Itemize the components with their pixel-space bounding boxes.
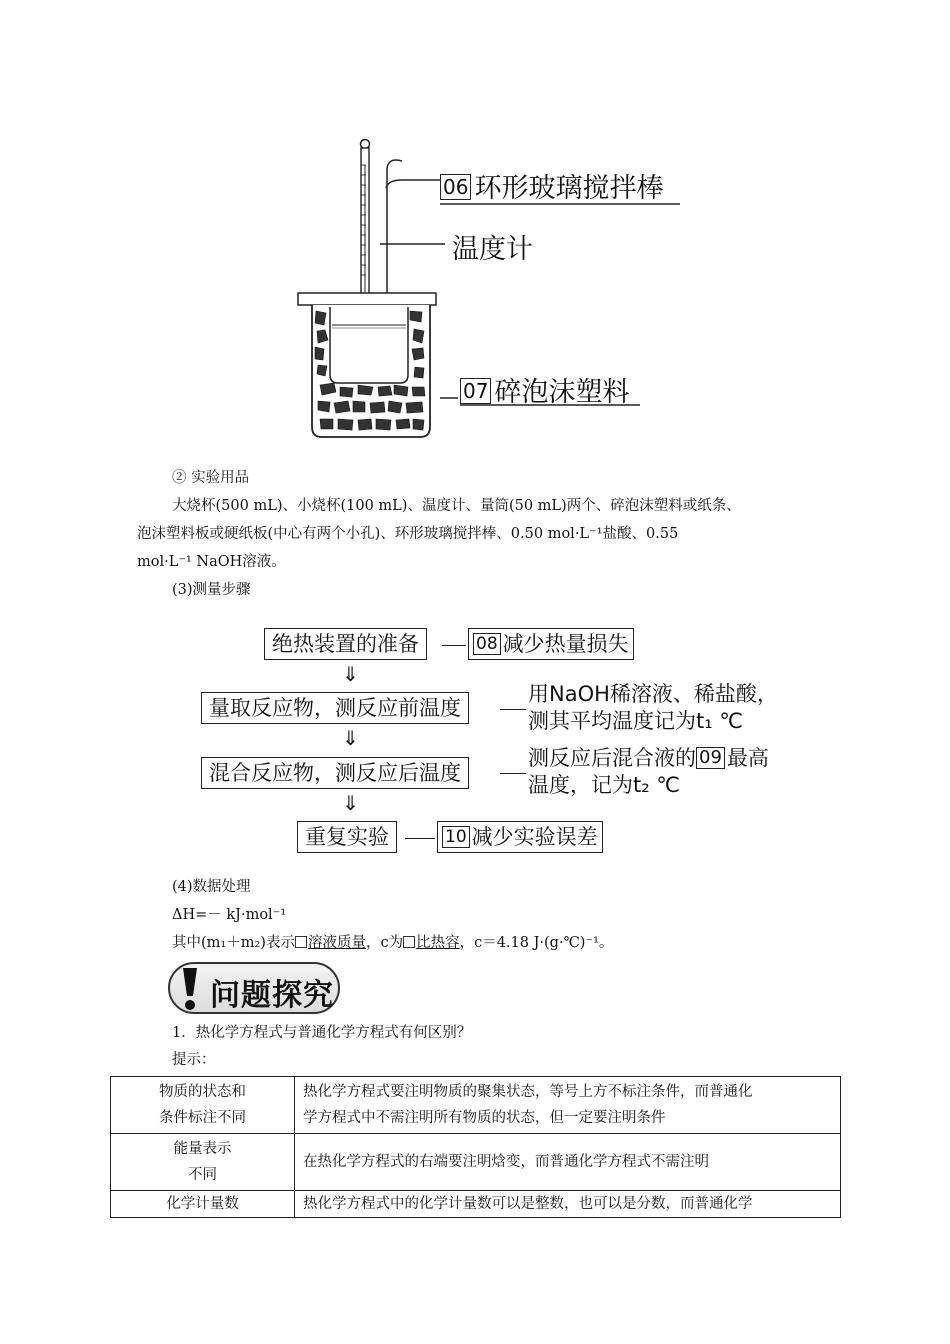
section2-heading: ② 实验用品 bbox=[172, 470, 250, 486]
label-foam bbox=[460, 370, 629, 409]
flow-arrow-3: ⇓ bbox=[342, 791, 359, 815]
comparison-table bbox=[110, 1076, 841, 1218]
flow-number-09: 09 bbox=[696, 747, 725, 769]
label-number-07: 07 bbox=[460, 378, 491, 404]
flow-connector-4 bbox=[405, 838, 435, 839]
flow-step-1-note-text: 减少热量损失 bbox=[502, 632, 629, 656]
section3-heading: (3)测量步骤 bbox=[172, 582, 251, 598]
flow-step-3: 混合反应物，测反应后温度 bbox=[201, 757, 469, 789]
flow-step-2-note-1: 用NaOH稀溶液、稀盐酸， bbox=[528, 682, 778, 706]
table-cell-aspect: 能量表示 不同 bbox=[111, 1134, 295, 1191]
banner-title: 问题探究 bbox=[210, 978, 334, 1013]
table-cell-description: 在热化学方程式的右端要注明焓变，而普通化学方程式不需注明 bbox=[295, 1134, 841, 1191]
flow-connector-3 bbox=[500, 773, 526, 774]
formula-delta-h: ΔH=－ kJ·mol⁻¹ bbox=[172, 907, 287, 923]
flow-step-3-note-2: 温度，记为t₂ ℃ bbox=[528, 773, 680, 797]
explain-part-a: 其中(m₁＋m₂)表示 bbox=[172, 935, 295, 951]
blank-square-icon bbox=[295, 936, 307, 948]
hint-label: 提示： bbox=[172, 1052, 216, 1068]
table-row bbox=[111, 1134, 841, 1191]
flow-step-2: 量取反应物，测反应前温度 bbox=[201, 692, 469, 724]
question-1: 1．热化学方程式与普通化学方程式有何区别？ bbox=[172, 1025, 472, 1041]
label-stirrer bbox=[440, 166, 663, 205]
materials-line-3: mol·L⁻¹ NaOH溶液。 bbox=[137, 554, 286, 570]
label-thermometer: 温度计 bbox=[452, 234, 533, 265]
flow-step-2-note-2: 测其平均温度记为t₁ ℃ bbox=[528, 709, 743, 733]
table-row bbox=[111, 1191, 841, 1218]
flow-arrow-2: ⇓ bbox=[342, 726, 359, 750]
table-row bbox=[111, 1077, 841, 1134]
flow-arrow-1: ⇓ bbox=[342, 662, 359, 686]
explain-part-c: ，c为 bbox=[365, 935, 404, 951]
explain-part-e: ，c＝4.18 J·(g·℃)⁻¹。 bbox=[459, 935, 614, 951]
explain-part-d: 比热容 bbox=[416, 935, 460, 951]
blank-square-icon bbox=[403, 936, 415, 948]
flow-step-4-note bbox=[437, 821, 603, 853]
flow-step-3-note-1a: 测反应后混合液的 bbox=[528, 746, 696, 770]
section4-heading: (4)数据处理 bbox=[172, 879, 251, 895]
materials-line-2: 泡沫塑料板或硬纸板(中心有两个小孔)、环形玻璃搅拌棒、0.50 mol·L⁻¹盐酸、0.55 bbox=[137, 526, 679, 542]
explain-blank-1 bbox=[295, 935, 366, 951]
materials-line-1: 大烧杯(500 mL)、小烧杯(100 mL)、温度计、量筒(50 mL)两个、碎泡沫塑料或纸条、 bbox=[172, 498, 741, 514]
table-cell-aspect: 化学计量数 bbox=[111, 1191, 295, 1218]
exclamation-icon bbox=[170, 962, 210, 1014]
flow-connector-1 bbox=[442, 645, 466, 646]
explain-part-b: 溶液质量 bbox=[307, 935, 366, 951]
table-cell-aspect: 物质的状态和 条件标注不同 bbox=[111, 1077, 295, 1134]
flow-step-4: 重复实验 bbox=[297, 821, 397, 853]
flow-step-3-note-1b: 最高 bbox=[726, 746, 769, 770]
flow-step-1: 绝热装置的准备 bbox=[264, 628, 427, 660]
flow-step-3-note-1 bbox=[528, 744, 769, 773]
table-cell-description: 热化学方程式要注明物质的聚集状态，等号上方不标注条件，而普通化 学方程式中不需注明所有物质的状态，但一定要注明条件 bbox=[295, 1077, 841, 1134]
flow-step-1-note bbox=[468, 628, 634, 660]
explain-blank-2 bbox=[403, 935, 460, 951]
flow-step-4-note-text: 减少实验误差 bbox=[471, 825, 598, 849]
flow-number-10: 10 bbox=[442, 826, 470, 848]
label-number-06: 06 bbox=[440, 174, 471, 200]
label-stirrer-text: 环形玻璃搅拌棒 bbox=[474, 173, 664, 204]
flow-number-08: 08 bbox=[473, 633, 501, 655]
label-foam-text: 碎泡沫塑料 bbox=[494, 377, 630, 408]
formula-explanation bbox=[172, 929, 613, 957]
flow-connector-2 bbox=[500, 709, 526, 710]
table-cell-description: 热化学方程式中的化学计量数可以是整数，也可以是分数，而普通化学 bbox=[295, 1191, 841, 1218]
